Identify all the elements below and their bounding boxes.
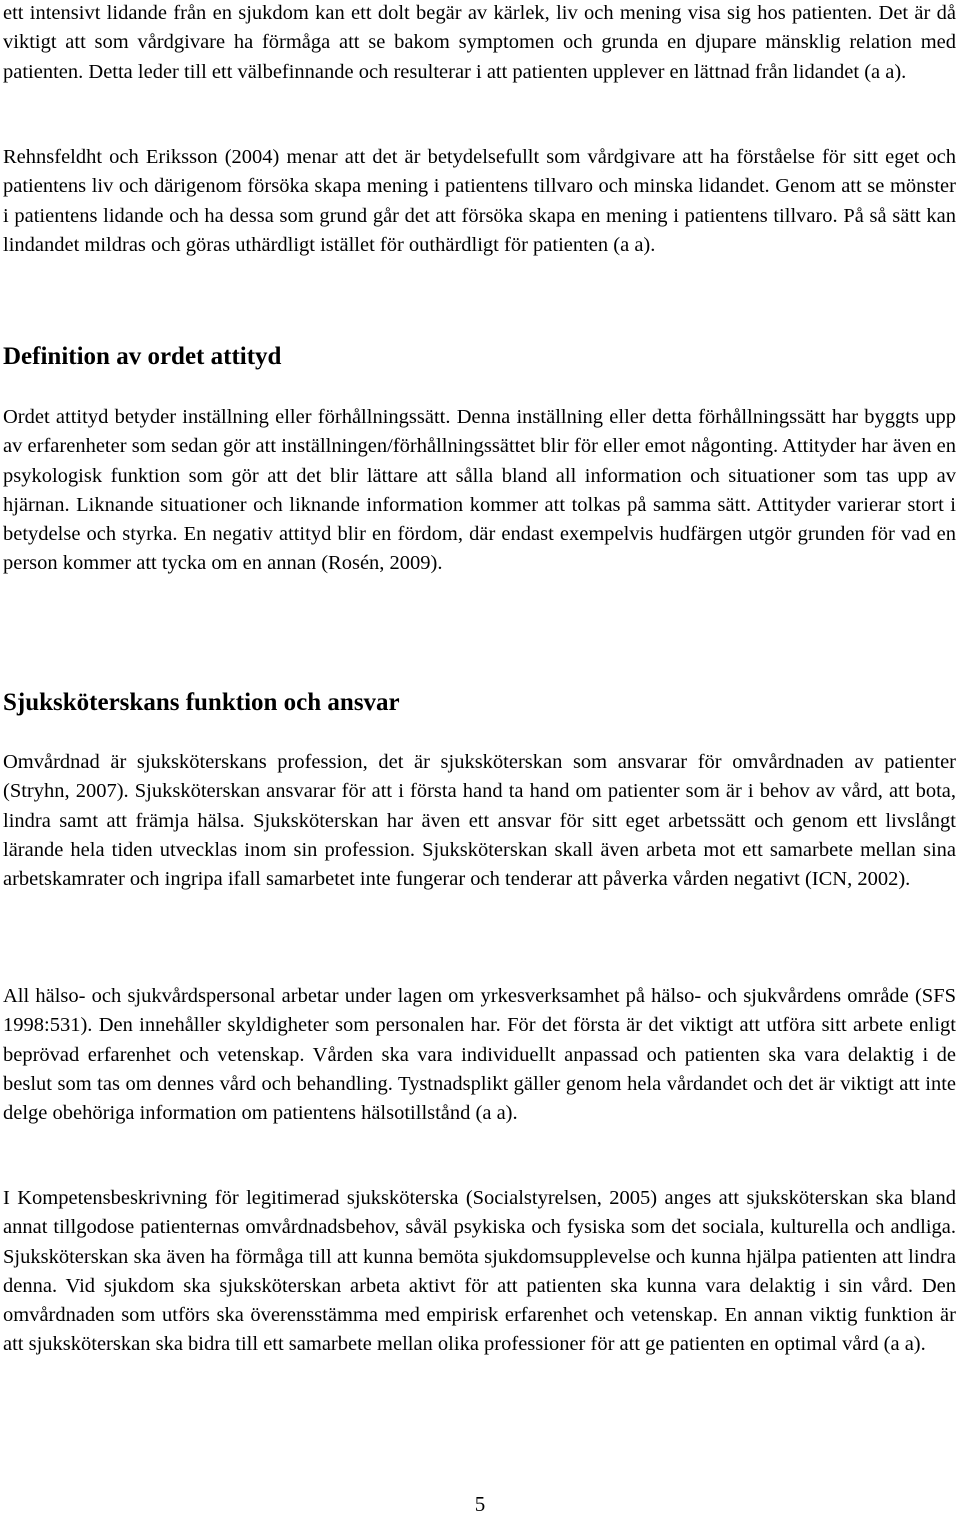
page-number: 5	[474, 1492, 486, 1516]
heading-sjukskoterskans-funktion: Sjuksköterskans funktion och ansvar	[3, 689, 400, 716]
paragraph-rehnsfeldht-eriksson: Rehnsfeldht och Eriksson (2004) menar att det är betydelsefullt som vårdgivare att ha förståelse för sitt eget och patientens liv och därigenom försöka skapa mening i patientens tillvaro och minska lidandet. Genom att se mönster i patientens lidande och ha dessa som grund går det att försöka skapa en mening i patientens tillvaro. På så sätt kan lindandet mildras och göras uthärdligt istället för outhärdligt för patienten (a a).	[3, 146, 956, 256]
paragraph-lidande-mening: ett intensivt lidande från en sjukdom kan ett dolt begär av kärlek, liv och mening visa sig hos patienten. Det är då viktigt att som vårdgivare ha förmåga att se bakom symptomen och grunda en djupare mänsklig relation med patienten. Detta leder till ett välbefinnande och resulterar i att patienten upplever en lättnad från lidandet (a a).	[3, 2, 956, 83]
paragraph-omvardnad-profession: Omvårdnad är sjuksköterskans profession, det är sjuksköterskan som ansvarar för omvårdnaden av patienter (Stryhn, 2007). Sjuksköterskan ansvarar för att i första hand ta hand om patienter som är i behov av vård, att bota, lindra samt att främja hälsa. Sjuksköterskan har även ett ansvar för sitt eget arbetssätt och genom ett livslångt lärande hela tiden utvecklas inom sin profession. Sjuksköterskan skall även arbeta mot ett samarbete mellan sina arbetskamrater och ingripa ifall samarbetet inte fungerar och tenderar att påverka vården negativt (ICN, 2002).	[3, 751, 956, 891]
paragraph-halso-sjukvardspersonal: All hälso- och sjukvårdspersonal arbetar under lagen om yrkesverksamhet på hälso- och sjukvårdens område (SFS 1998:531). Den innehåller skyldigheter som personalen har. För det första är det viktigt att utföra sitt arbete enligt beprövad erfarenhet och vetenskap. Vården ska vara individuellt anpassad och patienten ska vara delaktig i de beslut som tas om dennes vård och behandling. Tystnadsplikt gäller genom hela vårdandet och det är viktigt att inte delge obehöriga information om patientens hälsotillstånd (a a).	[3, 985, 956, 1125]
paragraph-attityd-definition: Ordet attityd betyder inställning eller förhållningssätt. Denna inställning eller detta förhållningssätt har byggts upp av erfarenheter som sedan gör att inställningen/förhållningssättet blir för eller emot någonting. Attityder har även en psykologisk funktion som gör att det blir lättare att sålla bland all information och situationer som tas upp av hjärnan. Liknande situationer och liknande information kommer att tolkas på samma sätt. Attityder varierar stort i betydelse och styrka. En negativ attityd blir en fördom, där endast exempelvis hudfärgen utgör grunden för vad en person kommer att tycka om en annan (Rosén, 2009).	[3, 406, 956, 575]
heading-definition-attityd: Definition av ordet attityd	[3, 343, 282, 370]
paragraph-kompetensbeskrivning: I Kompetensbeskrivning för legitimerad sjuksköterska (Socialstyrelsen, 2005) anges att sjuksköterskan ska bland annat tillgodose patienternas omvårdnadsbehov, såväl psykiska och fysiska som det sociala, kulturella och andliga. Sjuksköterskan ska även ha förmåga till att kunna bemöta sjukdomsupplevelse och kunna hjälpa patienten att lindra denna. Vid sjukdom ska sjuksköterskan arbeta aktivt för att patienten ska kunna vara delaktig i sin vård. Den omvårdnaden som utförs ska överensstämma med empirisk erfarenhet och vetenskap. En annan viktig funktion är att sjuksköterskan ska bidra till ett samarbete mellan olika professioner för att ge patienten en optimal vård (a a).	[3, 1187, 956, 1356]
